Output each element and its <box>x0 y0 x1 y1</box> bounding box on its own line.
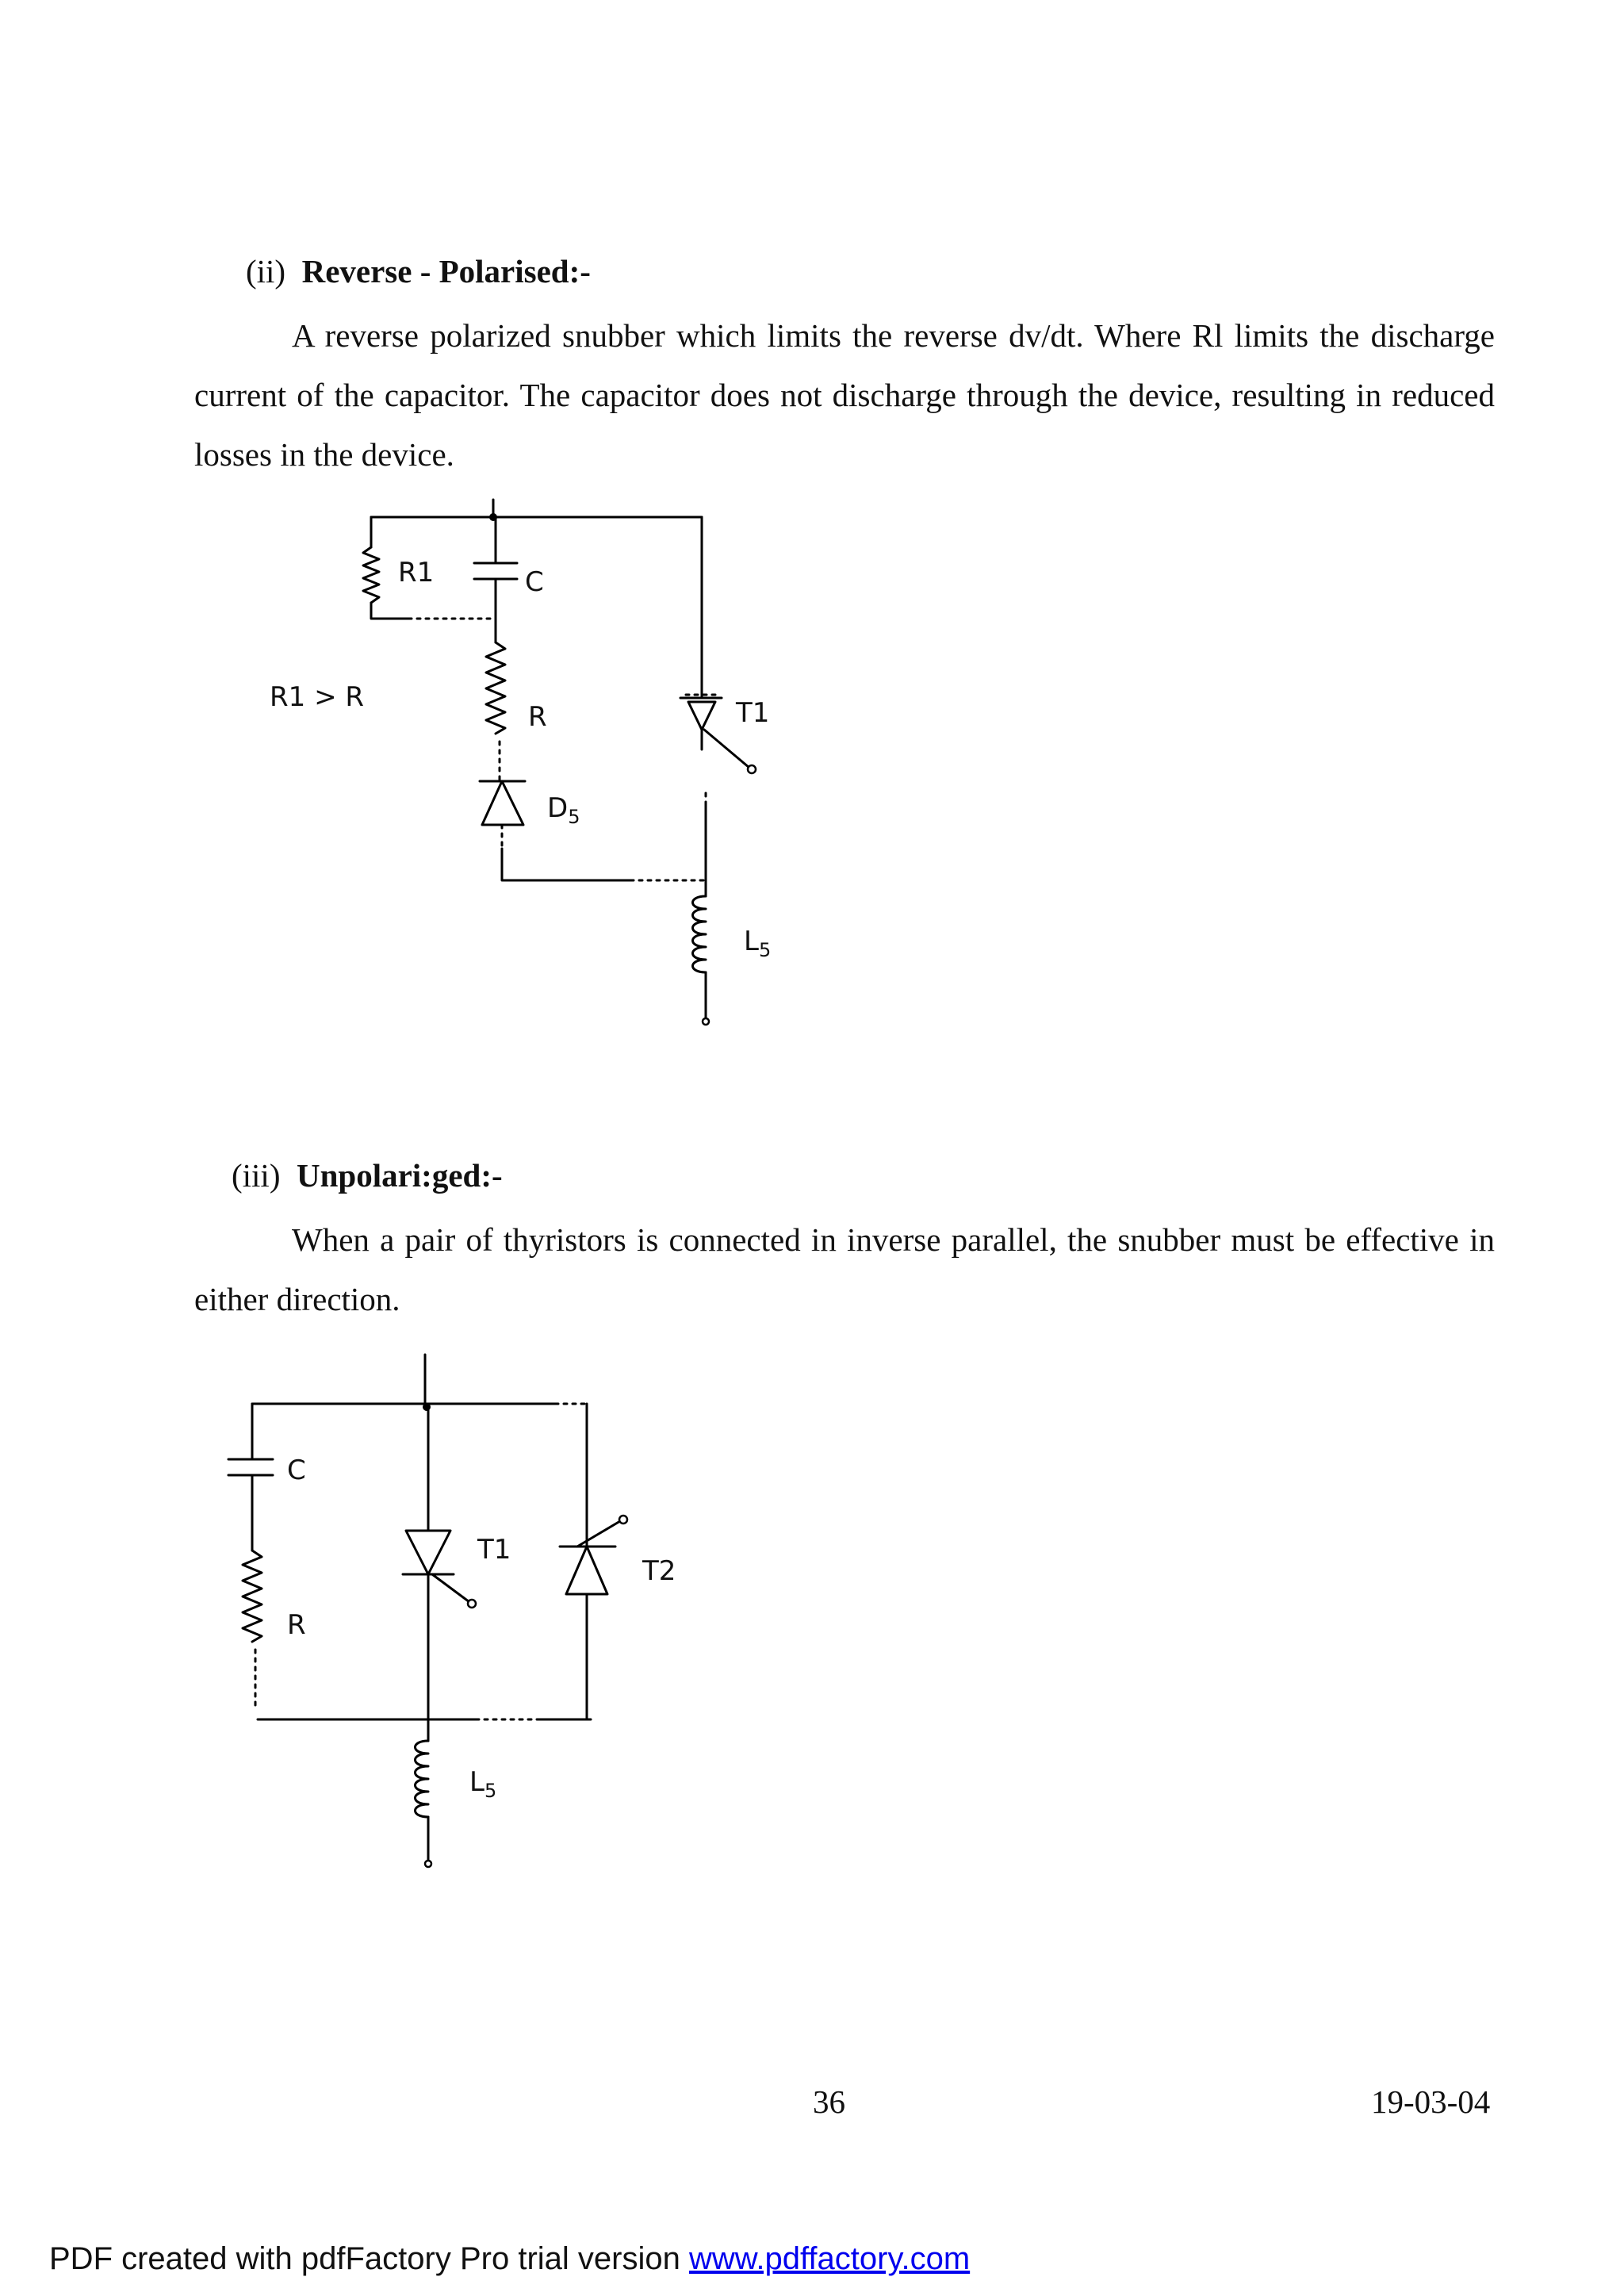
section-ii-paragraph: A reverse polarized snubber which limits the reverse dv/dt. Where Rl limits the discharge current of the capacitor. The capacitor does not discharge through the device, resulting in reduced losses in the device. <box>194 317 1495 473</box>
r2-label: R <box>287 1609 306 1641</box>
r-label: R <box>528 701 547 733</box>
ls2-label: $L_5$ <box>469 1766 497 1802</box>
t1-2-label: T1 <box>477 1534 511 1566</box>
pdf-factory-banner <box>49 2241 970 2277</box>
section-iii-paragraph: When a pair of thyristors is connected in inverse parallel, the snubber must be effective in either direction. <box>194 1221 1495 1317</box>
r1-label: R1 <box>398 557 435 588</box>
pdf-banner-text: PDF created with pdfFactory Pro trial version <box>49 2241 689 2276</box>
section-iii-heading: Unpolari:ged:- <box>296 1157 503 1194</box>
t2-label: T2 <box>642 1555 676 1587</box>
ds-label: $D_5$ <box>547 792 580 828</box>
t1-label: T1 <box>736 697 770 729</box>
page-date: 19-03-04 <box>1371 2083 1491 2120</box>
c2-label: C <box>287 1455 306 1486</box>
ls-label: $L_5$ <box>744 926 772 961</box>
section-ii-number: (ii) <box>246 253 286 289</box>
pdffactory-link[interactable]: www.pdffactory.com <box>688 2241 971 2276</box>
page-number: 36 <box>813 2083 845 2120</box>
r1-gt-r-label: R1 > R <box>270 681 364 713</box>
c-label: C <box>525 566 544 598</box>
section-iii-number: (iii) <box>232 1157 281 1194</box>
section-ii-heading: Reverse - Polarised:- <box>301 253 591 289</box>
